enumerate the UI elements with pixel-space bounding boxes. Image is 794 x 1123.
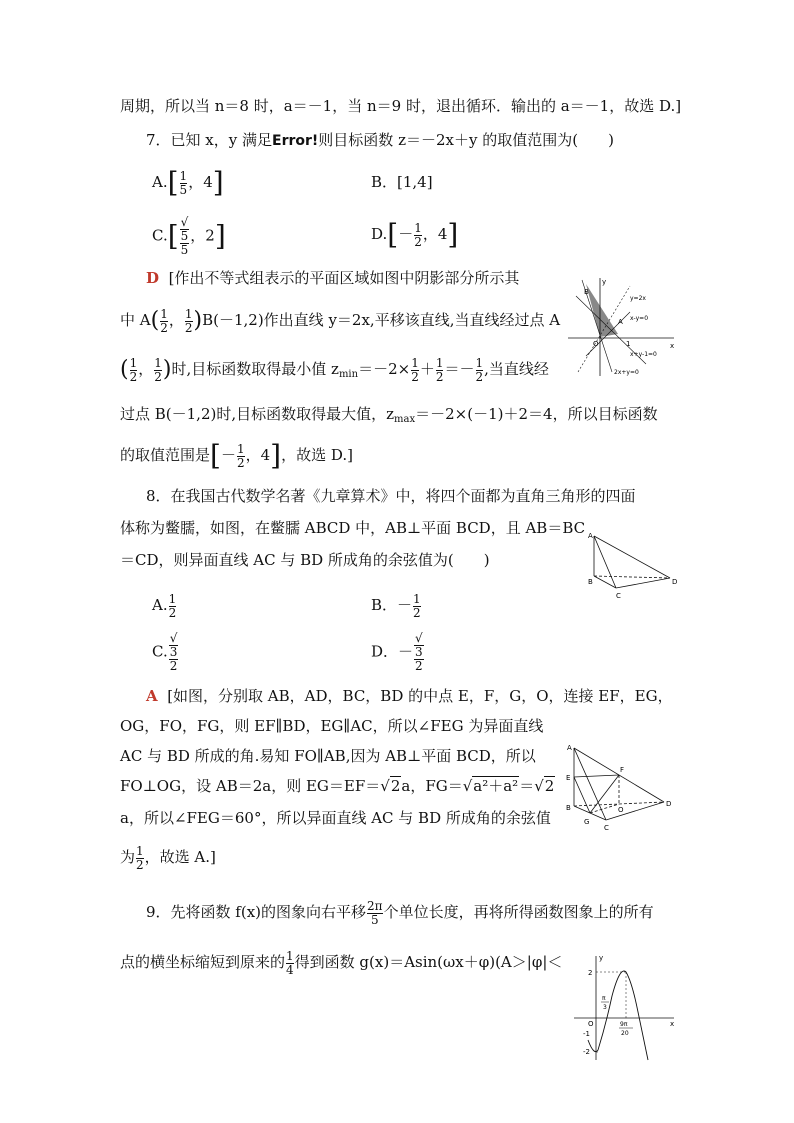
text: B(－1,2)作出直线 y＝2x,平移该直线,当直线经过点 A (202, 311, 561, 329)
text: ， (138, 360, 154, 378)
text: ＝－2×(－1)＋2＝4，所以目标函数 (415, 405, 658, 423)
answer-letter: D (146, 269, 160, 287)
label: C (616, 592, 621, 600)
label: B (588, 578, 593, 586)
fraction (160, 308, 168, 335)
fraction (169, 632, 179, 673)
fraction (180, 170, 188, 197)
denominator: 2 (435, 369, 444, 384)
label: 1 (626, 340, 631, 348)
question-7-stem (146, 130, 614, 151)
numerator: 1 (236, 441, 245, 456)
option-letter: B．－ (371, 596, 413, 614)
label: x+y-1=0 (630, 351, 657, 358)
paragraph-line: 周期，所以当 n＝8 时，a＝－1，当 n＝9 时，退出循环．输出的 a＝－1，故选 D.] (120, 97, 682, 115)
label: x (670, 342, 675, 350)
text: 7．已知 x，y 满足 (146, 131, 273, 149)
text: ＝－ (444, 360, 475, 378)
numerator: 1 (136, 843, 144, 858)
denominator: 5 (367, 913, 383, 927)
question-8-stem: 体称为鳖臑，如图，在鳖臑 ABCD 中，AB⊥平面 BCD，且 AB＝BC (120, 519, 586, 537)
numerator: 1 (435, 355, 444, 370)
fraction (169, 593, 177, 620)
text: ＝ (519, 777, 535, 795)
label: -1 (583, 1030, 590, 1038)
denominator: 2 (154, 369, 162, 384)
denominator: 2 (160, 320, 168, 335)
answer-letter: A (146, 687, 158, 705)
bracket: ( (120, 357, 129, 382)
bracket: ( (150, 308, 160, 333)
bracket: ] (212, 166, 224, 199)
radicand: 5 (180, 229, 189, 243)
text: ＝－2× (358, 360, 411, 378)
text: 为 (120, 848, 136, 866)
numerator: 1 (414, 220, 422, 235)
radicand: a²＋a² (473, 777, 519, 795)
subscript: max (394, 414, 416, 425)
numerator: 1 (154, 355, 162, 370)
label: 2x+y=0 (614, 369, 639, 376)
numerator: 1 (413, 591, 421, 606)
label: 2 (588, 969, 593, 977)
numerator: 1 (475, 355, 484, 370)
edge (594, 576, 616, 588)
q8-solution-line: OG，FO，FG，则 EF∥BD，EG∥AC，所以∠FEG 为异面直线 (120, 717, 544, 735)
q7-solution-line (120, 304, 560, 336)
bracket: [ (167, 219, 179, 253)
label: C (604, 824, 609, 832)
bracket: [ (387, 218, 399, 251)
q8-option-b (371, 588, 422, 622)
fraction (286, 950, 294, 977)
subscript: min (338, 369, 359, 380)
text: 个单位长度，再将所得函数图象上的所有 (383, 903, 654, 921)
option-letter: A. (152, 596, 168, 614)
denominator: 5 (179, 182, 188, 197)
edge (594, 536, 670, 578)
text: 得到函数 g(x)＝Asin(ωx＋φ)(A＞|φ|＜ (294, 953, 563, 971)
radicand: 2 (544, 777, 555, 795)
numerator: 1 (184, 306, 193, 321)
fraction (414, 632, 424, 673)
fraction (136, 845, 144, 872)
q9-sine-graph-figure (570, 952, 680, 1064)
fraction (130, 357, 138, 384)
text: ,当直线经 (484, 360, 549, 378)
denominator: 2 (411, 369, 419, 384)
q7-solution-line (120, 438, 353, 472)
q8-option-d (371, 631, 425, 673)
label: D (666, 800, 672, 808)
fraction (413, 593, 421, 620)
q8-solution-line: a，所以∠FEG＝60°，所以异面直线 AC 与 BD 所成角的余弦值 (120, 809, 551, 827)
text: 则目标函数 z＝－2x＋y 的取值范围为( ) (318, 131, 614, 149)
fraction (180, 216, 190, 257)
label: 3 (603, 1004, 607, 1011)
edge (594, 576, 670, 578)
numerator: 1 (168, 591, 177, 606)
text: [作出不等式组表示的平面区域如图中阴影部分所示其 (168, 269, 520, 287)
fraction (411, 357, 419, 384)
numerator: 1 (160, 306, 168, 321)
denominator: 2 (169, 659, 178, 673)
numerator: 1 (411, 355, 419, 370)
radicand: 3 (415, 645, 423, 659)
numerator: 1 (179, 168, 188, 183)
fraction (436, 357, 444, 384)
question-9-stem (146, 894, 654, 930)
denominator: 4 (286, 962, 294, 977)
denominator: 2 (236, 455, 245, 470)
label: A (588, 532, 593, 540)
q7-solution-line (120, 352, 549, 386)
text: ，4 (245, 446, 271, 464)
edge (574, 775, 619, 777)
label: O (618, 806, 624, 814)
text: ＋ (419, 360, 435, 378)
text: 过点 B(－1,2)时,目标函数取得最大值，z (120, 405, 395, 423)
text: 的取值范围是 (120, 446, 211, 464)
q7-feasible-region-figure (566, 276, 678, 378)
q7-solution-line (146, 268, 519, 288)
bracket: ) (162, 357, 172, 382)
text: 时,目标函数取得最小值 z (171, 360, 339, 378)
denominator: 2 (129, 369, 138, 384)
numerator: √ 5 (180, 215, 189, 243)
numerator: 1 (286, 948, 294, 963)
label: G (584, 818, 590, 826)
text: ，故选 A.] (144, 848, 216, 866)
fraction (476, 357, 484, 384)
denominator: 2 (136, 857, 144, 872)
question-9-stem (120, 944, 562, 980)
option-letter: C. (152, 642, 168, 661)
label: A (618, 318, 623, 326)
q8-option-c (152, 631, 179, 673)
q8-solution-figure (564, 740, 676, 832)
denominator: 2 (414, 234, 422, 249)
numerator: √ 3 (415, 631, 423, 659)
label: y (599, 954, 604, 962)
numerator: 1 (129, 355, 138, 370)
edge (606, 802, 664, 820)
q7-option-d (371, 216, 458, 252)
text: － (220, 446, 236, 464)
q7-solution-line (120, 404, 658, 430)
label: E (566, 774, 571, 782)
text: － (398, 225, 414, 243)
fraction (414, 222, 422, 249)
label: π (602, 995, 606, 1002)
q8-option-a (152, 588, 177, 622)
option-letter: D．－ (371, 642, 414, 661)
text: 点的横坐标缩短到原来的 (120, 953, 286, 971)
label: x (670, 1020, 675, 1028)
label: D (672, 578, 678, 586)
edge (594, 536, 616, 588)
q8-solution-line (146, 686, 673, 706)
label: -2 (583, 1048, 590, 1056)
fraction (185, 308, 193, 335)
radicand: 3 (169, 645, 178, 659)
label: y (602, 278, 607, 286)
radicand: 2 (390, 777, 401, 795)
option-letter: A. (152, 173, 168, 191)
fraction (367, 900, 383, 927)
numerator: √ 3 (169, 631, 178, 659)
label: B (566, 804, 571, 812)
fraction (237, 443, 245, 470)
q7-option-b: B．[1,4] (371, 173, 433, 191)
q8-solution-line: AC 与 BD 所成的角.易知 FO∥AB,因为 AB⊥平面 BCD，所以 (120, 747, 536, 765)
text: [如图，分别取 AB，AD，BC，BD 的中点 E，F，G，O，连接 EF，EG， (167, 687, 673, 705)
text: FO⊥OG，设 AB＝2a，则 EG＝EF＝ (120, 777, 381, 795)
option-letter: D. (371, 225, 388, 243)
bracket: [ (210, 439, 221, 472)
label: F (620, 766, 625, 774)
fraction (154, 357, 162, 384)
denominator: 5 (180, 243, 189, 257)
option-letter: C. (152, 226, 168, 245)
denominator: 2 (415, 659, 423, 673)
error-text: Error! (272, 133, 319, 149)
text: ，4 (422, 225, 448, 243)
text: 9．先将函数 f(x)的图象向右平移 (146, 903, 367, 921)
edge (616, 578, 670, 588)
bracket: ] (214, 219, 226, 253)
sine-curve (588, 971, 648, 1060)
edge (574, 777, 590, 813)
label: x-y=0 (630, 315, 649, 322)
text: ，4 (188, 173, 213, 191)
bracket: ) (193, 308, 203, 333)
text: 中 A (120, 311, 151, 329)
denominator: 2 (475, 369, 484, 384)
label: O (588, 1020, 594, 1028)
q7-option-c (152, 215, 226, 257)
denominator: 2 (413, 605, 421, 620)
text: a，FG＝ (401, 777, 463, 795)
q8-solution-line: FO⊥OG，设 AB＝2a，则 EG＝EF＝√2a，FG＝√a²＋a²＝√2 (120, 777, 555, 795)
question-8-stem: 8．在我国古代数学名著《九章算术》中，将四个面都为直角三角形的四面 (146, 487, 636, 505)
bracket: [ (167, 166, 179, 199)
question-8-stem: ＝CD，则异面直线 AC 与 BD 所成角的余弦值为( ) (120, 551, 490, 569)
denominator: 2 (168, 605, 177, 620)
bracket: ] (270, 439, 282, 472)
q8-solution-line (120, 840, 216, 874)
bracket: ] (447, 218, 459, 251)
text: ， (168, 311, 184, 329)
text: ，故选 D.] (281, 446, 353, 464)
q7-option-a (152, 166, 224, 198)
label: O (593, 340, 599, 348)
label: 20 (621, 1030, 629, 1037)
label: y=2x (630, 295, 646, 302)
label: B (584, 288, 589, 296)
numerator: 2π (367, 898, 383, 913)
denominator: 2 (184, 320, 193, 335)
label: A (567, 744, 572, 752)
q8-tetrahedron-figure (586, 526, 680, 606)
text: ，2 (190, 226, 215, 245)
label: 9π (620, 1021, 628, 1028)
